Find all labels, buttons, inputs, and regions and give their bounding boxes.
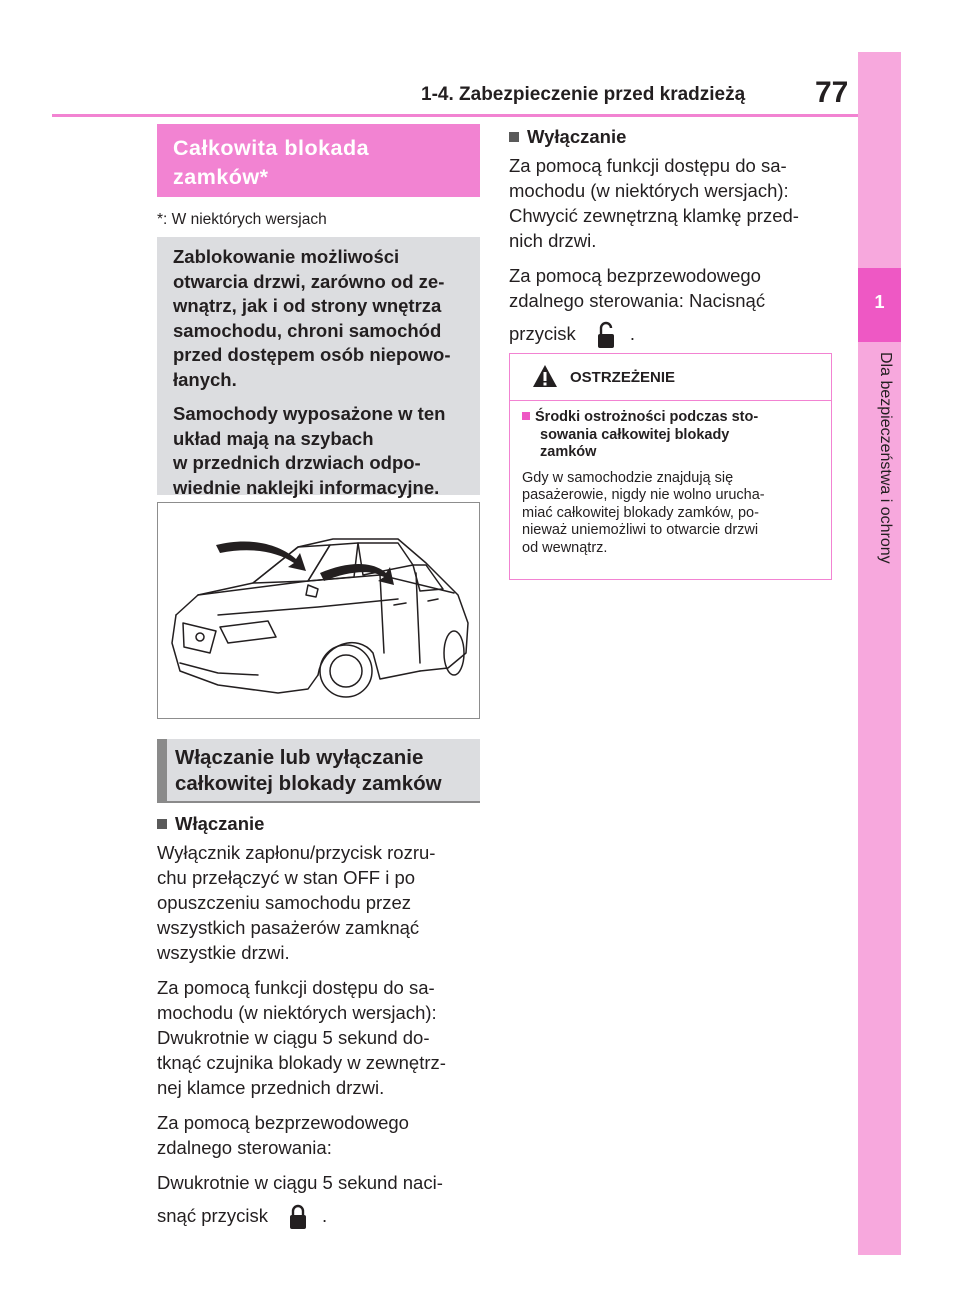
body-line-with-icon: snąć przycisk . <box>157 1203 446 1230</box>
car-drawing <box>158 503 479 718</box>
intro-line: Zablokowanie możliwości <box>173 246 400 267</box>
body-line: wszystkie drzwi. <box>157 942 290 963</box>
warning-header <box>510 354 831 401</box>
intro-line: w przednich drzwiach odpo- <box>173 452 421 473</box>
section-title: 1-4. Zabezpieczenie przed kradzieżą <box>421 84 746 105</box>
disable-section <box>509 124 799 349</box>
enable-subheading: Włączanie <box>157 811 446 836</box>
body-line: Dwukrotnie w ciągu 5 sekund do- <box>157 1027 430 1048</box>
header-divider <box>52 114 858 117</box>
page-number: 77 <box>815 76 849 109</box>
body-line: Dwukrotnie w ciągu 5 sekund naci- <box>157 1172 443 1193</box>
body-line: zdalnego sterowania: <box>157 1137 332 1158</box>
chapter-label: Dla bezpieczeństwa i ochrony <box>877 352 894 564</box>
warning-body <box>510 401 831 557</box>
lock-icon <box>288 1204 308 1230</box>
intro-line: układ mają na szybach <box>173 427 374 449</box>
warning-title: OSTRZEŻENIE <box>570 369 676 386</box>
body-line: nich drzwi. <box>509 230 597 251</box>
body-line: nej klamce przednich drzwi. <box>157 1077 385 1098</box>
warning-triangle-icon <box>532 364 558 388</box>
car-illustration <box>157 502 480 719</box>
intro-line: przed dostępem osób niepowo- <box>173 344 451 365</box>
body-line: tknąć czujnika blokady w zewnętrz- <box>157 1052 446 1073</box>
body-line: Za pomocą bezprzewodowego <box>509 265 761 286</box>
heading-line: zamków* <box>173 165 269 189</box>
intro-line: otwarcia drzwi, zarówno od ze- <box>173 270 445 292</box>
body-line: Wyłącznik zapłonu/przycisk rozru- <box>157 842 436 863</box>
warning-text-line: Gdy w samochodzie znajdują się <box>522 469 734 486</box>
square-bullet-icon <box>509 132 519 142</box>
warning-text-line: nieważ uniemożliwi to otwarcie drzwi <box>522 522 759 538</box>
section-heading-toggle <box>157 739 480 803</box>
footnote: *: W niektórych wersjach <box>157 211 327 228</box>
heading-line: Całkowita blokada <box>173 136 370 160</box>
body-line-with-icon: przycisk . <box>509 321 799 349</box>
enable-section <box>157 811 446 1230</box>
body-line: Za pomocą bezprzewodowego <box>157 1112 409 1133</box>
body-line: Za pomocą funkcji dostępu do sa- <box>157 977 435 998</box>
intro-line: łanych. <box>173 368 237 390</box>
warning-text-line: pasażerowie, nigdy nie wolno urucha- <box>522 487 765 503</box>
body-line: mochodu (w niektórych wersjach): <box>509 180 789 201</box>
body-line: opuszczeniu samochodu przez <box>157 892 412 913</box>
warning-subtitle: Środki ostrożności podczas sto- <box>522 409 821 427</box>
warning-subtitle: sowania całkowitej blokady <box>540 426 730 443</box>
body-line: Za pomocą funkcji dostępu do sa- <box>509 155 787 176</box>
warning-text-line: miać całkowitej blokady zamków, po- <box>522 504 759 521</box>
warning-text-line: od wewnątrz. <box>522 539 608 556</box>
section-heading-deadlock <box>157 124 480 197</box>
warning-box <box>509 353 832 580</box>
intro-line: Samochody wyposażone w ten <box>173 403 446 424</box>
body-line: zdalnego sterowania: Nacisnąć <box>509 290 766 311</box>
chapter-number: 1 <box>874 292 885 312</box>
chapter-tab-strip <box>858 52 901 1255</box>
body-line: wszystkich pasażerów zamknąć <box>157 917 420 938</box>
unlock-icon <box>596 321 616 349</box>
disable-subheading: Wyłączanie <box>509 124 799 149</box>
intro-line: wnątrz, jak i od strony wnętrza <box>173 295 442 316</box>
body-line: mochodu (w niektórych wersjach): <box>157 1002 437 1023</box>
square-bullet-icon <box>522 412 530 420</box>
heading-line: Włączanie lub wyłączanie <box>175 746 424 769</box>
intro-box <box>157 237 480 498</box>
warning-subtitle: zamków <box>540 444 597 460</box>
square-bullet-icon <box>157 819 167 829</box>
body-line: Chwycić zewnętrzną klamkę przed- <box>509 205 799 226</box>
intro-line: wiednie naklejki informacyjne. <box>173 476 440 498</box>
body-line: chu przełączyć w stan OFF i po <box>157 867 416 888</box>
heading-line: całkowitej blokady zamków <box>175 772 442 795</box>
intro-line: samochodu, chroni samochód <box>173 319 442 341</box>
